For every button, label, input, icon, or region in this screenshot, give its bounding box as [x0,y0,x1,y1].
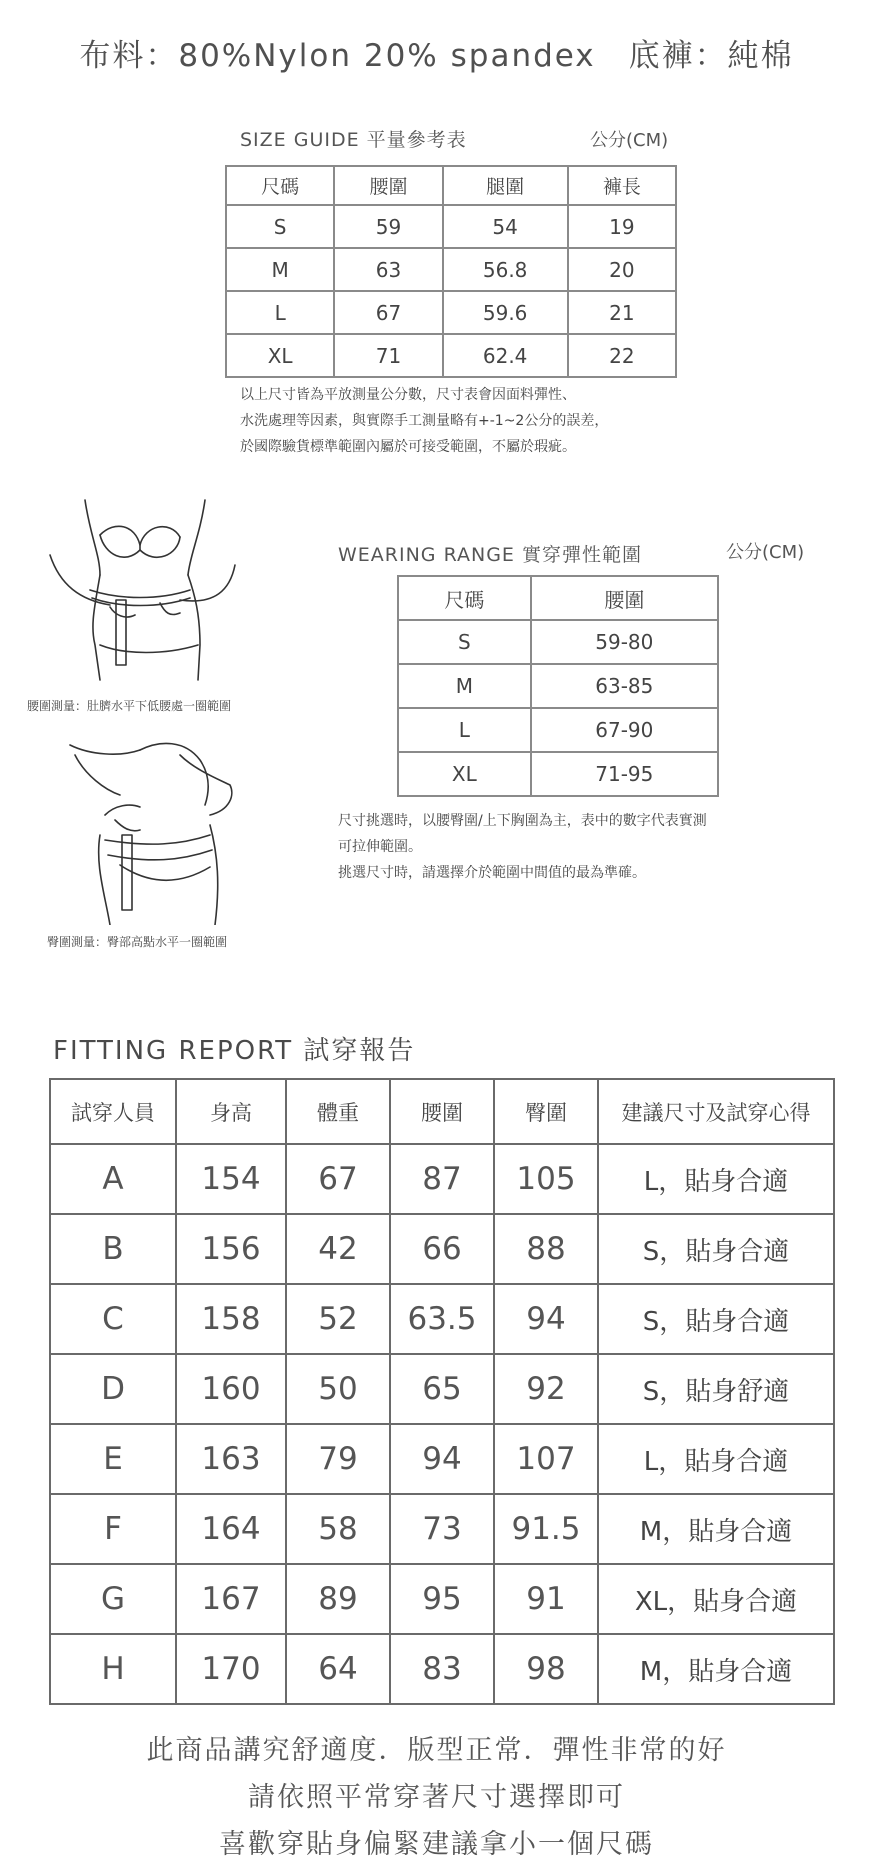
fitting-report-title: FITTING REPORT 試穿報告 [53,1036,416,1066]
wearing-range-title: WEARING RANGE 實穿彈性範圍 [338,544,642,566]
wearing-range-notes [338,808,707,886]
table-row [50,1424,834,1494]
table-cell: 160 [176,1354,286,1424]
table-row [398,752,718,796]
note-line: 於國際驗貨標準範圍內屬於可接受範圍，不屬於瑕疵。 [240,439,576,455]
table-cell: 88 [494,1214,598,1284]
table-row [50,1354,834,1424]
table-cell: 64 [286,1634,390,1704]
hip-measure-illustration [60,735,250,925]
table-cell: 50 [286,1354,390,1424]
table-cell: 42 [286,1214,390,1284]
table-cell: 94 [494,1284,598,1354]
table-cell: 91.5 [494,1494,598,1564]
table-cell: M，貼身合適 [598,1634,834,1704]
table-cell: S [398,620,531,664]
table-cell: S [226,205,334,248]
table-cell: 107 [494,1424,598,1494]
table-cell: C [50,1284,176,1354]
table-header-cell: 臀圍 [494,1079,598,1144]
hip-measure-caption: 臀圍測量：臀部高點水平一圈範圍 [47,935,228,949]
table-header-row [226,166,676,205]
table-cell: XL [226,334,334,377]
table-cell: 154 [176,1144,286,1214]
table-cell: 71 [334,334,442,377]
table-row [50,1284,834,1354]
table-cell: 73 [390,1494,494,1564]
table-cell: 56.8 [443,248,568,291]
table-cell: 62.4 [443,334,568,377]
table-header-row [398,576,718,620]
table-row [50,1564,834,1634]
table-row [50,1214,834,1284]
table-cell: M [398,664,531,708]
note-line: 水洗處理等因素，與實際手工測量略有+-1~2公分的誤差， [240,413,609,429]
table-row [226,205,676,248]
table-cell: 170 [176,1634,286,1704]
table-cell: 67-90 [531,708,718,752]
table-cell: 52 [286,1284,390,1354]
table-cell: H [50,1634,176,1704]
table-cell: F [50,1494,176,1564]
size-guide-unit: 公分(CM) [590,130,669,151]
table-cell: 22 [568,334,676,377]
table-cell: L，貼身合適 [598,1424,834,1494]
note-line: 可拉伸範圍。 [338,839,422,855]
table-row [50,1144,834,1214]
waist-measure-caption: 腰圍測量：肚臍水平下低腰處一圈範圍 [27,699,232,713]
table-cell: M [226,248,334,291]
table-cell: 167 [176,1564,286,1634]
table-header-cell: 腰圍 [531,576,718,620]
table-cell: 94 [390,1424,494,1494]
table-cell: 105 [494,1144,598,1214]
closing-line: 此商品講究舒適度．版型正常．彈性非常的好 [146,1735,727,1766]
table-row [398,664,718,708]
table-cell: 163 [176,1424,286,1494]
table-cell: 89 [286,1564,390,1634]
closing-line: 喜歡穿貼身偏緊建議拿小一個尺碼 [219,1829,654,1860]
wearing-range-unit: 公分(CM) [726,542,805,563]
table-header-cell: 腿圍 [443,166,568,205]
note-line: 尺寸挑選時，以腰臀圍/上下胸圍為主，表中的數字代表實測 [338,813,707,829]
table-row [398,620,718,664]
size-guide-notes [240,382,608,460]
table-cell: 156 [176,1214,286,1284]
table-cell: 59.6 [443,291,568,334]
fitting-report-table [49,1078,835,1705]
table-cell: 19 [568,205,676,248]
table-cell: 63.5 [390,1284,494,1354]
table-cell: XL，貼身合適 [598,1564,834,1634]
table-cell: 79 [286,1424,390,1494]
table-row [50,1494,834,1564]
table-cell: 95 [390,1564,494,1634]
table-cell: 164 [176,1494,286,1564]
size-guide-table [225,165,677,378]
table-cell: D [50,1354,176,1424]
table-cell: B [50,1214,176,1284]
table-row [226,334,676,377]
table-cell: 92 [494,1354,598,1424]
table-cell: 58 [286,1494,390,1564]
table-header-cell: 體重 [286,1079,390,1144]
table-header-cell: 身高 [176,1079,286,1144]
table-cell: L，貼身合適 [598,1144,834,1214]
table-cell: S，貼身舒適 [598,1354,834,1424]
table-row [226,291,676,334]
table-cell: G [50,1564,176,1634]
table-cell: L [226,291,334,334]
table-cell: E [50,1424,176,1494]
wearing-range-table [397,575,719,797]
table-cell: 65 [390,1354,494,1424]
table-header-cell: 尺碼 [398,576,531,620]
table-cell: 63 [334,248,442,291]
table-cell: 67 [286,1144,390,1214]
waist-measure-illustration [40,495,240,685]
table-header-cell: 褲長 [568,166,676,205]
table-cell: S，貼身合適 [598,1214,834,1284]
closing-line: 請依照平常穿著尺寸選擇即可 [248,1782,625,1813]
table-cell: 71-95 [531,752,718,796]
table-row [50,1634,834,1704]
table-cell: L [398,708,531,752]
fabric-info: 布料：80%Nylon 20% spandex 底褲：純棉 [79,38,794,74]
table-cell: S，貼身合適 [598,1284,834,1354]
table-cell: 87 [390,1144,494,1214]
table-cell: 66 [390,1214,494,1284]
table-cell: 67 [334,291,442,334]
table-cell: A [50,1144,176,1214]
table-cell: 59-80 [531,620,718,664]
table-header-cell: 尺碼 [226,166,334,205]
note-line: 以上尺寸皆為平放測量公分數，尺寸表會因面料彈性、 [240,387,576,403]
table-cell: 83 [390,1634,494,1704]
table-cell: 54 [443,205,568,248]
table-row [398,708,718,752]
table-header-cell: 建議尺寸及試穿心得 [598,1079,834,1144]
table-cell: XL [398,752,531,796]
table-row [226,248,676,291]
table-cell: 21 [568,291,676,334]
table-cell: 20 [568,248,676,291]
table-header-cell: 試穿人員 [50,1079,176,1144]
table-cell: 91 [494,1564,598,1634]
table-header-cell: 腰圍 [334,166,442,205]
table-cell: M，貼身合適 [598,1494,834,1564]
table-header-cell: 腰圍 [390,1079,494,1144]
note-line: 挑選尺寸時，請選擇介於範圍中間值的最為準確。 [338,865,646,881]
table-cell: 98 [494,1634,598,1704]
table-cell: 59 [334,205,442,248]
table-cell: 158 [176,1284,286,1354]
size-guide-title: SIZE GUIDE 平量參考表 [240,129,467,151]
table-header-row [50,1079,834,1144]
table-cell: 63-85 [531,664,718,708]
